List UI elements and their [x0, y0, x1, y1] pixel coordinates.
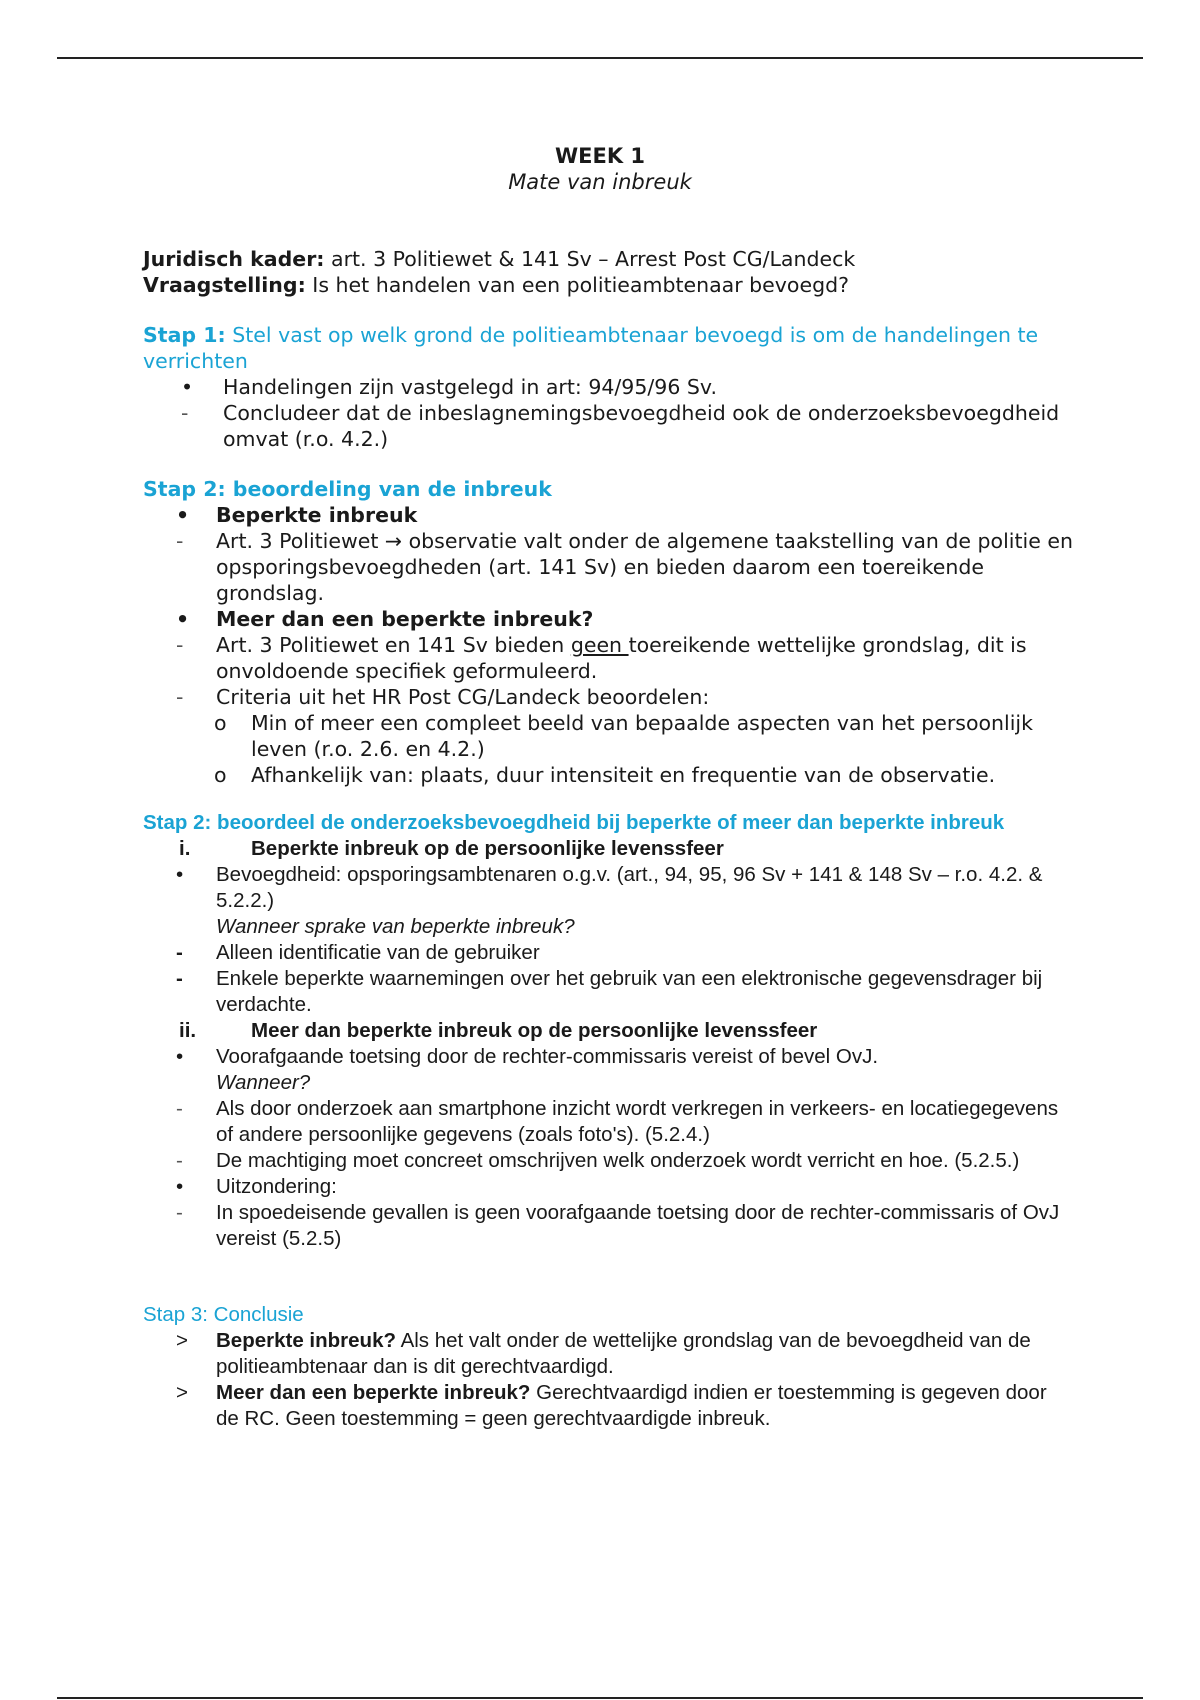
sub-item-text: Min of meer een compleet beeld van bepaalde aspecten van het persoonlijk leven (r.o. 2.6. en 4.2.): [251, 711, 1034, 761]
dash-item-text: Enkele beperkte waarnemingen over het gebruik van een elektronische gegevensdrager bij verdachte.: [216, 967, 1043, 1016]
bullet-marker: •: [176, 1045, 184, 1068]
toetsing-text: Voorafgaande toetsing door de rechter-commissaris vereist of bevel OvJ.: [216, 1045, 879, 1068]
arrow-marker: >: [176, 1329, 188, 1352]
list-item: [143, 1200, 1073, 1252]
list-item: [143, 1174, 1073, 1200]
dash-marker: -: [176, 1149, 183, 1172]
juridisch-kader: [143, 246, 1073, 272]
meer-inbreuk-underlined: geen: [570, 633, 629, 657]
circle-marker: o: [214, 763, 227, 787]
kader-label: Juridisch kader:: [143, 247, 325, 271]
stap1-label: Stap 1:: [143, 323, 226, 347]
list-item: [143, 1044, 1073, 1070]
stap2-beoordeling-heading: Stap 2: beoordeling van de inbreuk: [143, 477, 552, 501]
dash-marker: -: [176, 967, 183, 990]
list-item: [143, 606, 1073, 632]
dash-item-text: Als door onderzoek aan smartphone inzicht wordt verkregen in verkeers- en locatiegegevens of andere persoonlijke gegevens (zoals foto's). (5.2.4.): [216, 1097, 1059, 1146]
i-heading: Beperkte inbreuk op de persoonlijke levenssfeer: [251, 837, 724, 860]
sub-list-item: [143, 710, 1073, 762]
roman-marker: ii.: [179, 1019, 197, 1042]
dash-marker: -: [176, 529, 184, 553]
bullet-marker: •: [181, 375, 194, 399]
list-item: [143, 1328, 1073, 1380]
meer-inbreuk-text-1: Art. 3 Politiewet en 141 Sv bieden: [216, 633, 571, 657]
list-item: [143, 684, 1073, 710]
list-item: [143, 966, 1073, 1018]
sub-list-item: [143, 762, 1073, 788]
bevoegdheid-text: Bevoegdheid: opsporingsambtenaren o.g.v. (art., 94, 95, 96 Sv + 141 & 148 Sv – r.o. 4.2. & 5.2.2.): [216, 863, 1043, 912]
list-item: [143, 1070, 1073, 1096]
list-item: [143, 1018, 1073, 1044]
dash-item-text: Alleen identificatie van de gebruiker: [216, 941, 540, 964]
list-item: [143, 1096, 1073, 1148]
beperkte-inbreuk-text: Art. 3 Politiewet → observatie valt onder de algemene taakstelling van de politie en opsporingsbevoegdheden (art. 141 Sv) en bieden daarom een toereikende grondslag.: [216, 529, 1073, 605]
conclusion-text: Als het valt onder de wettelijke grondslag van de bevoegdheid van de politieambtenaar dan is dit gerechtvaardigd.: [216, 1329, 1031, 1378]
list-item-text: Handelingen zijn vastgelegd in art: 94/95/96 Sv.: [223, 375, 717, 399]
page-title: [0, 143, 1200, 195]
vraag-label: Vraagstelling:: [143, 273, 306, 297]
roman-marker: i.: [179, 837, 191, 860]
top-rule: [57, 57, 1143, 59]
list-item: [143, 632, 1073, 684]
conclusion-bold: Meer dan een beperkte inbreuk?: [216, 1381, 531, 1404]
uitzondering-text: In spoedeisende gevallen is geen voorafgaande toetsing door de rechter-commissaris of OvJ vereist (5.2.5): [216, 1201, 1060, 1250]
wanneer-question: Wanneer?: [216, 1071, 311, 1094]
list-item: [143, 1148, 1073, 1174]
list-item: [143, 862, 1073, 914]
title-subtitle: Mate van inbreuk: [508, 170, 692, 194]
circle-marker: o: [214, 711, 227, 735]
bullet-marker: •: [176, 1175, 184, 1198]
arrow-marker: >: [176, 1381, 188, 1404]
stap1-text: Stel vast op welk grond de politieambtenaar bevoegd is om de handelingen te verrichten: [143, 323, 1039, 373]
kader-text: art. 3 Politiewet & 141 Sv – Arrest Post CG/Landeck: [324, 247, 856, 271]
uitzondering-label: Uitzondering:: [216, 1175, 337, 1198]
dash-item-text: De machtiging moet concreet omschrijven welk onderzoek wordt verricht en hoe. (5.2.5.): [216, 1149, 1020, 1172]
sub-item-text: Afhankelijk van: plaats, duur intensiteit en frequentie van de observatie.: [251, 763, 996, 787]
stap1-heading: [143, 322, 1073, 374]
dash-marker: -: [176, 633, 184, 657]
document-body: [143, 246, 1073, 1432]
dash-marker: -: [181, 401, 189, 425]
ii-heading: Meer dan beperkte inbreuk op de persoonlijke levenssfeer: [251, 1019, 818, 1042]
list-item: [143, 1380, 1073, 1432]
wanneer-question: Wanneer sprake van beperkte inbreuk?: [216, 915, 575, 938]
stap3-heading: Stap 3: Conclusie: [143, 1303, 304, 1326]
list-item: [143, 502, 1073, 528]
dash-marker: -: [176, 1201, 183, 1224]
dash-marker: -: [176, 685, 184, 709]
beperkte-inbreuk-heading: Beperkte inbreuk: [216, 503, 418, 527]
bullet-marker: •: [176, 503, 190, 527]
list-item: [143, 836, 1073, 862]
bullet-marker: •: [176, 607, 190, 631]
list-item: [143, 374, 1073, 400]
bullet-marker: •: [176, 863, 184, 886]
bottom-rule: [57, 1697, 1143, 1699]
list-item-text: Concludeer dat de inbeslagnemingsbevoegdheid ook de onderzoeksbevoegdheid omvat (r.o. 4.2.): [223, 401, 1060, 451]
conclusion-bold: Beperkte inbreuk?: [216, 1329, 396, 1352]
dash-marker: -: [176, 941, 183, 964]
list-item: [143, 528, 1073, 606]
list-item: [143, 914, 1073, 940]
criteria-text: Criteria uit het HR Post CG/Landeck beoordelen:: [216, 685, 710, 709]
conclusion-text: Gerechtvaardigd indien er toestemming is gegeven door de RC. Geen toestemming = geen gerechtvaardigde inbreuk.: [216, 1381, 1047, 1430]
title-week: WEEK 1: [554, 144, 646, 168]
meer-inbreuk-heading: Meer dan een beperkte inbreuk?: [216, 607, 594, 631]
meer-inbreuk-text-2: toereikende wettelijke grondslag, dit is onvoldoende specifiek geformuleerd.: [216, 633, 1027, 683]
list-item: [143, 940, 1073, 966]
vraag-text: Is het handelen van een politieambtenaar bevoegd?: [305, 273, 849, 297]
list-item: [143, 400, 1073, 452]
stap2-onderzoek-heading: Stap 2: beoordeel de onderzoeksbevoegdheid bij beperkte of meer dan beperkte inbreuk: [143, 811, 1005, 834]
dash-marker: -: [176, 1097, 183, 1120]
vraagstelling: [143, 272, 1073, 298]
